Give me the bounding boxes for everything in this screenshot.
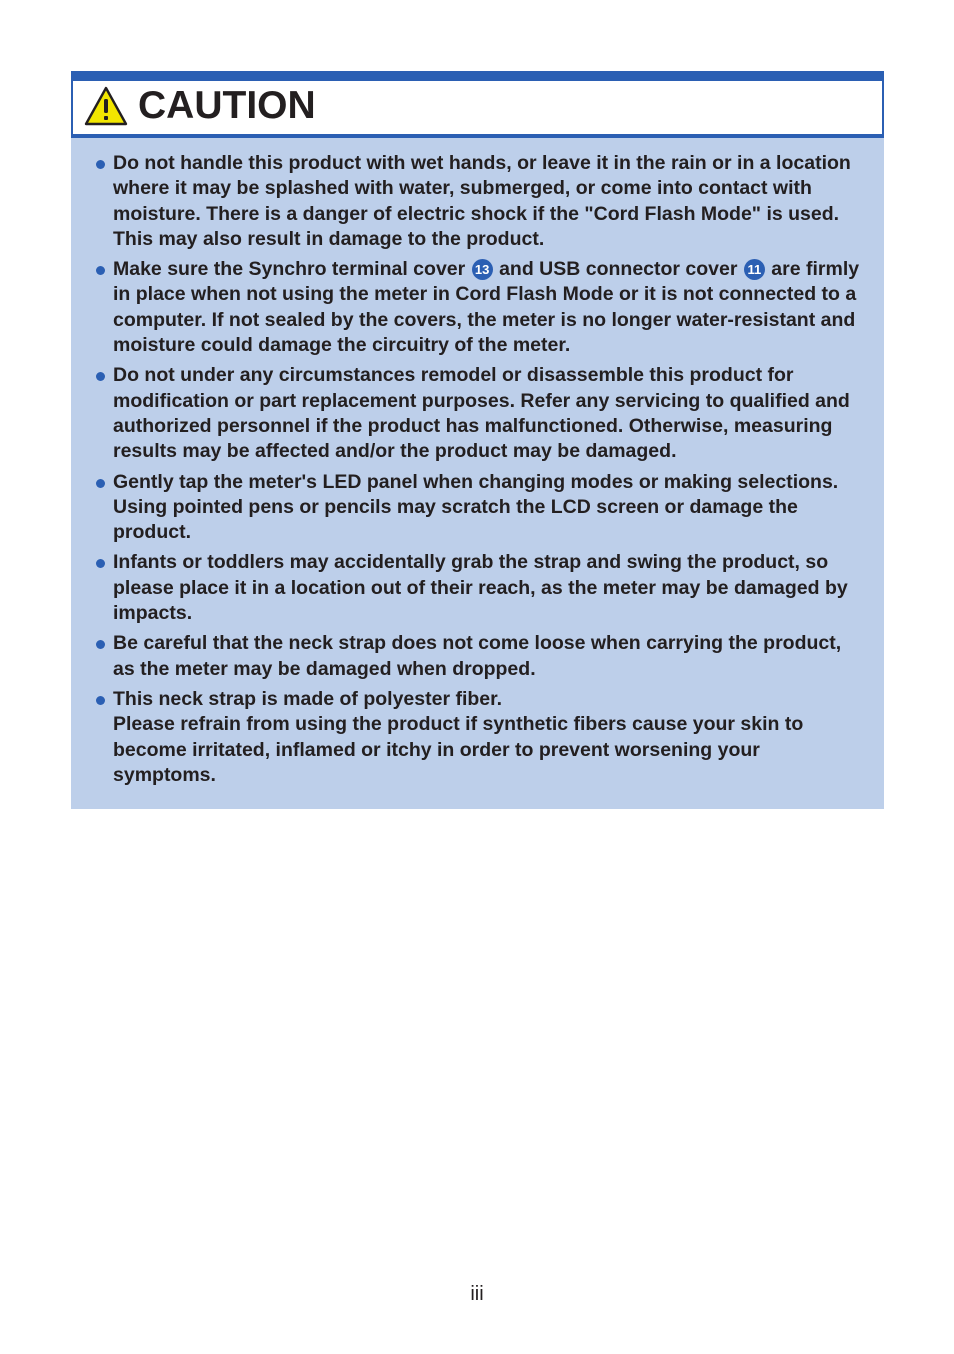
bullet-icon <box>96 559 105 568</box>
reference-number-11-icon: 11 <box>744 259 765 280</box>
caution-item-text-part2: and USB connector cover <box>499 258 738 281</box>
bullet-icon <box>96 372 105 381</box>
caution-item-neck-strap-loose <box>71 631 884 682</box>
caution-item-text-line2: Please refrain from using the product if synthetic fibers cause your skin to become irritated, inflamed or itchy in order to prevent worsening your symptoms. <box>113 713 804 786</box>
caution-item-polyester <box>71 687 884 788</box>
warning-triangle-icon <box>84 86 128 126</box>
caution-item-covers <box>71 257 884 358</box>
caution-item-led-panel <box>71 470 884 546</box>
bullet-icon <box>96 640 105 649</box>
caution-panel <box>71 71 884 809</box>
caution-title: CAUTION <box>138 84 316 127</box>
caution-item-infants <box>71 550 884 626</box>
caution-item-wet-hands <box>71 151 884 252</box>
caution-item-text: Do not handle this product with wet hands, or leave it in the rain or in a location where it may be splashed with water, submerged, or come into contact with moisture. There is a danger of electric shock if the "Cord Flash Mode" is used. This may also result in damage to the product. <box>113 152 851 250</box>
caution-item-text: Gently tap the meter's LED panel when changing modes or making selections. Using pointed pens or pencils may scratch the LCD screen or damage the product. <box>113 470 839 544</box>
caution-header <box>71 71 884 138</box>
bullet-icon <box>96 696 105 705</box>
page-number: iii <box>470 1283 484 1305</box>
caution-item-text: Infants or toddlers may accidentally grab the strap and swing the product, so please place it in a location out of their reach, as the meter may be damaged by impacts. <box>113 551 848 625</box>
bullet-icon <box>96 160 105 169</box>
caution-list <box>71 151 884 788</box>
bullet-icon <box>96 479 105 488</box>
caution-body <box>71 138 884 809</box>
bullet-icon <box>96 266 105 275</box>
caution-item-text: Do not under any circumstances remodel or disassemble this product for modification or part replacement purposes. Refer any servicing to qualified and authorized personnel if the product has malfunctioned. Otherwise, measuring results may be affected and/or the product may be damaged. <box>113 364 850 463</box>
caution-item-text-part3: are firmly in place when not using the meter in Cord Flash Mode or it is not connected to a computer. If not sealed by the covers, the meter is no longer water-resistant and moisture could damage the circuitry of the meter. <box>113 258 860 357</box>
caution-item-disassemble <box>71 363 884 464</box>
caution-item-text-line1: This neck strap is made of polyester fiber. <box>113 687 503 710</box>
caution-item-text: Be careful that the neck strap does not come loose when carrying the product, as the meter may be damaged when dropped. <box>113 632 842 680</box>
caution-item-text-part1: Make sure the Synchro terminal cover <box>113 258 466 281</box>
reference-number-13-icon: 13 <box>472 259 493 280</box>
